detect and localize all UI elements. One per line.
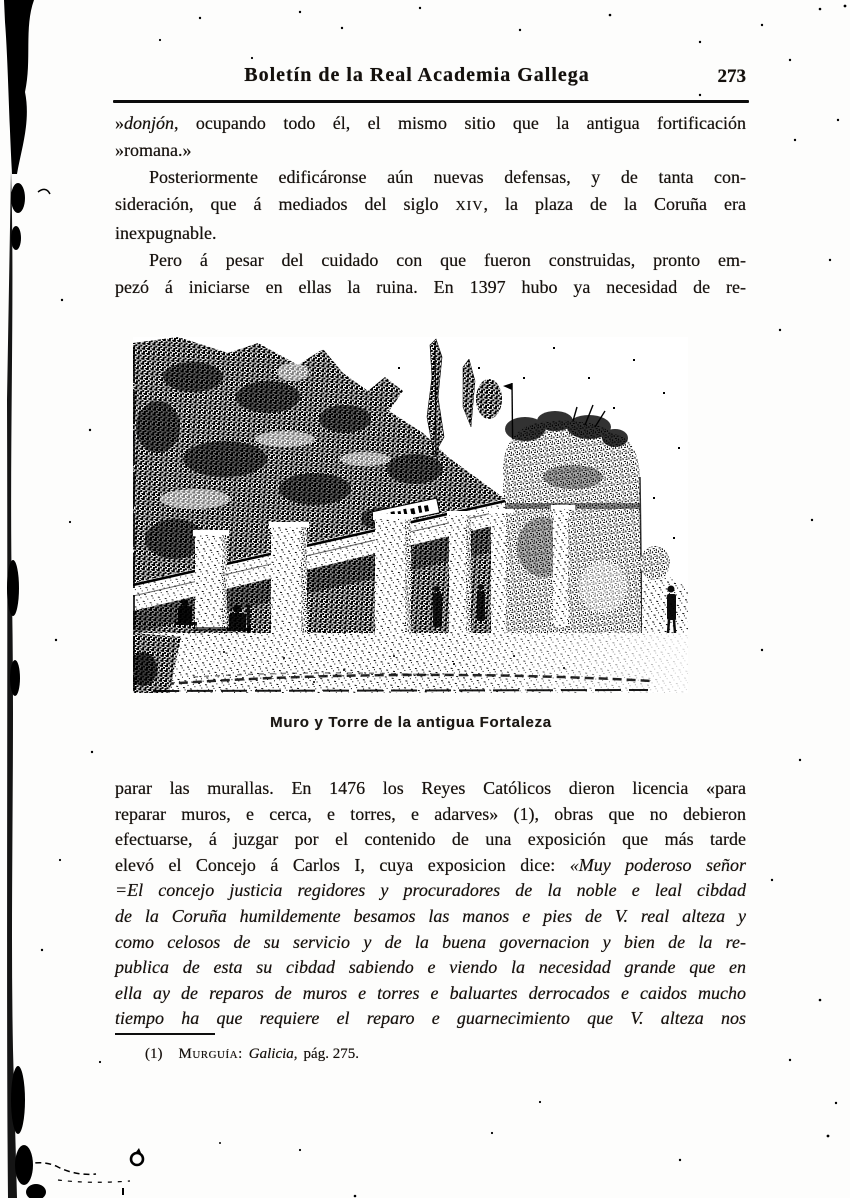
footnote-marker: (1) [145, 1046, 163, 1062]
body-text-top [115, 110, 746, 301]
text-segment: tiempo ha que requiere el reparo e guarnecimiento que V. alteza nos [115, 1008, 746, 1029]
text-line [115, 1006, 746, 1032]
body-text-bottom [115, 776, 746, 1032]
page-number: 273 [717, 66, 746, 87]
text-segment: pezó á iniciarse en ellas la ruina. En 1397 hubo ya necesidad de re- [115, 277, 746, 297]
text-line [115, 776, 746, 802]
text-segment: de la Coruña humildemente besamos las manos e pies de V. real alteza y [115, 905, 746, 926]
figure-caption: Muro y Torre de la antigua Fortaleza [270, 714, 552, 731]
text-line [115, 164, 746, 191]
text-segment: parar las murallas. En 1476 los Reyes Católicos dieron licencia «para [115, 778, 746, 798]
text-line [115, 853, 746, 879]
text-segment: sideración, que á mediados del siglo [115, 194, 456, 214]
text-line [115, 930, 746, 956]
text-line [115, 802, 746, 828]
text-line [115, 137, 746, 164]
text-line [115, 247, 746, 274]
footnote-author: Murguía: [178, 1046, 243, 1062]
text-segment: efectuarse, á juzgar por el contenido de una exposición que más tarde [115, 829, 746, 850]
text-segment: XIV [455, 198, 484, 214]
text-segment: ella ay de reparos de muros e torres e baluartes derrocados e caidos mucho [115, 982, 746, 1003]
text-segment: inexpugnable. [115, 223, 217, 243]
text-line [115, 878, 746, 904]
footnote-rule [115, 1033, 215, 1035]
text-line [115, 981, 746, 1007]
text-line [115, 955, 746, 981]
footnote [145, 1046, 645, 1063]
text-segment: publica de esta su cibdad sabiendo e viendo la necesidad grande que en [115, 957, 746, 978]
text-line [115, 274, 746, 301]
text-segment: Posteriormente edificáronse aún nuevas defensas, y de tanta con- [149, 167, 746, 187]
fortress-engraving-figure [133, 337, 688, 693]
header-rule [113, 100, 749, 103]
text-segment: , ocupando todo él, el mismo sitio que la antigua fortificación [174, 113, 746, 133]
fortress-engraving-image [133, 337, 688, 693]
text-segment: Pero á pesar del cuidado con que fueron construidas, pronto em- [149, 250, 746, 270]
text-line [115, 904, 746, 930]
journal-title: Boletín de la Real Academia Gallega [244, 64, 590, 86]
text-segment: como celosos de su servicio y de la buena governacion y bien de la re- [115, 931, 746, 952]
text-line [115, 220, 746, 247]
text-segment: »romana.» [115, 140, 192, 160]
text-segment: reparar muros, e cerca, e torres, e adarves» (1), obras que no debieron [115, 803, 746, 824]
text-segment: donjón [124, 113, 175, 133]
text-segment: elevó el Concejo á Carlos I, cuya exposicion dice: [115, 854, 570, 875]
footnote-work-title: Galicia, [248, 1046, 298, 1062]
text-segment: =El concejo justicia regidores y procuradores de la noble e leal cibdad [115, 880, 746, 901]
text-line [115, 827, 746, 853]
text-line [115, 110, 746, 137]
text-segment: «Muy poderoso señor [569, 854, 746, 875]
footnote-pages: pág. 275. [303, 1046, 359, 1062]
text-segment: , la plaza de la Coruña era [483, 194, 746, 214]
text-line [115, 191, 746, 220]
text-segment: » [115, 113, 124, 133]
